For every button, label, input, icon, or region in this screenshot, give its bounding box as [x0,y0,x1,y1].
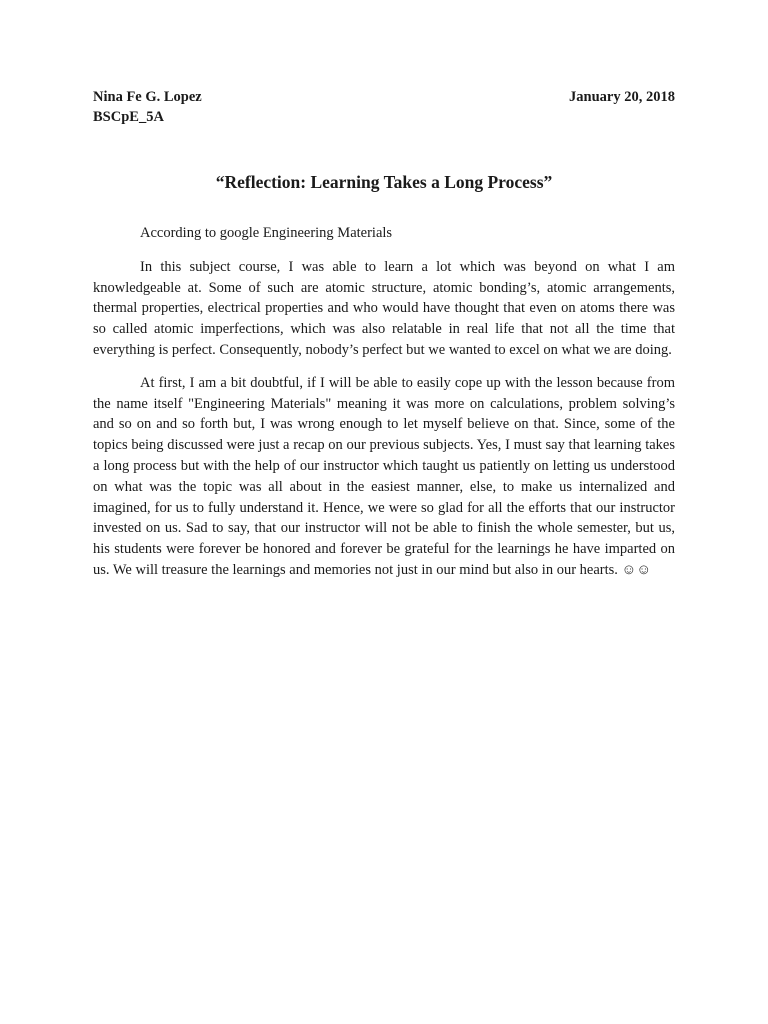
document-title: “Reflection: Learning Takes a Long Process” [215,172,553,192]
paragraph-intro: According to google Engineering Materials [140,225,393,241]
paragraph-2: At first, I am a bit doubtful, if I will be able to easily cope up with the lesson because from the name itself "Engineering Materials" meaning it was more on calculations, problem solving’s and so on and so forth but, I was wrong enough to let myself believe on that. Since, some of the topics being discussed were just a recap on our previous subjects. Yes, I must say that learning takes a long process but with the help of our instructor which taught us patiently on letting us understood on what was the topic was all about in the easiest manner, else, to make us internalized and imagined, for us to fully understand it. Hence, we were so glad for all the efforts that our instructor invested on us. Sad to say, that our instructor will not be able to finish the whole semester, but us, his students were forever be honored and forever be grateful for the learnings he have imparted on us. We will treasure the learnings and memories not just in our mind but also in our hearts. ☺☺ [93,374,675,578]
class-section: BSCpE_5A [93,109,164,125]
author-name: Nina Fe G. Lopez [93,89,202,105]
document-header [93,87,675,127]
paragraph-1: In this subject course, I was able to learn a lot which was beyond on what I am knowledgeable at. Some of such are atomic structure, atomic bonding’s, atomic arrangements, thermal properties, electrical properties and who would have thought that even on atoms there was so called atomic imperfections, which was also relatable in real life that not all the time that everything is perfect. Consequently, nobody’s perfect but we wanted to excel on what we are doing. [93,258,675,358]
document-date: January 20, 2018 [569,89,675,105]
document-body [93,223,675,593]
header-row-section [93,107,675,127]
header-row-author-date [93,87,675,107]
